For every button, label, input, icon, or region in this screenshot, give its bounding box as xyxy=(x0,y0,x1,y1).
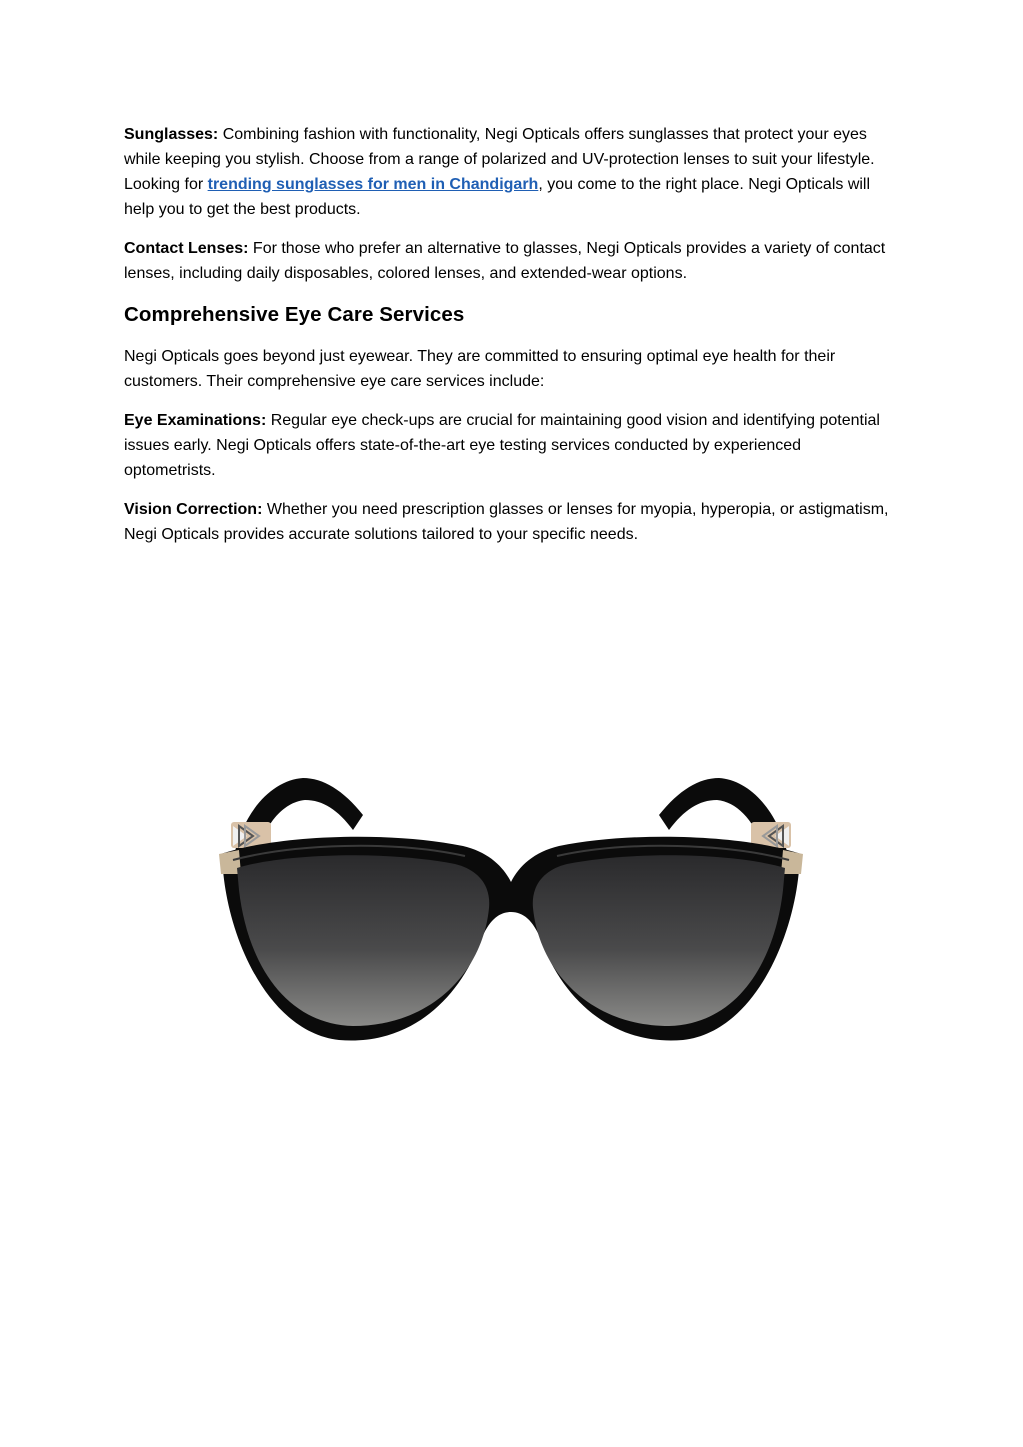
sunglasses-image xyxy=(213,770,809,1050)
paragraph-intro: Negi Opticals goes beyond just eyewear. They are committed to ensuring optimal eye health for their customers. Their comprehensive eye care services include: xyxy=(124,348,836,390)
paragraph-eye-examinations xyxy=(124,408,894,483)
sunglasses-text-2: , you come to the right place. Negi Opticals will help you to get the best products. xyxy=(124,176,871,218)
eye-examinations-text: Regular eye check-ups are crucial for maintaining good vision and identifying potential issues early. Negi Opticals offers state-of-the-art eye testing services conducted by experienced optometrists. xyxy=(124,412,880,479)
paragraph-vision-correction xyxy=(124,497,894,547)
label-contact-lenses: Contact Lenses: xyxy=(124,240,249,257)
sunglasses-text-1: Combining fashion with functionality, Negi Opticals offers sunglasses that protect your eyes while keeping you stylish. Choose from a range of polarized and UV-protection lenses to suit your lifestyle. Looking for xyxy=(124,126,875,193)
document-body xyxy=(124,122,894,561)
paragraph-contact-lenses xyxy=(124,236,894,286)
sunglasses-icon xyxy=(213,770,809,1050)
paragraph-sunglasses xyxy=(124,122,894,222)
label-vision-correction: Vision Correction: xyxy=(124,501,263,518)
label-sunglasses: Sunglasses: xyxy=(124,126,219,143)
trending-sunglasses-link[interactable]: trending sunglasses for men in Chandigarh xyxy=(207,176,539,193)
section-heading: Comprehensive Eye Care Services xyxy=(124,303,465,326)
label-eye-examinations: Eye Examinations: xyxy=(124,412,267,429)
contact-lenses-text: For those who prefer an alternative to glasses, Negi Opticals provides a variety of contact lenses, including daily disposables, colored lenses, and extended-wear options. xyxy=(124,240,886,282)
vision-correction-text: Whether you need prescription glasses or lenses for myopia, hyperopia, or astigmatism, Negi Opticals provides accurate solutions tailored to your specific needs. xyxy=(124,501,889,543)
